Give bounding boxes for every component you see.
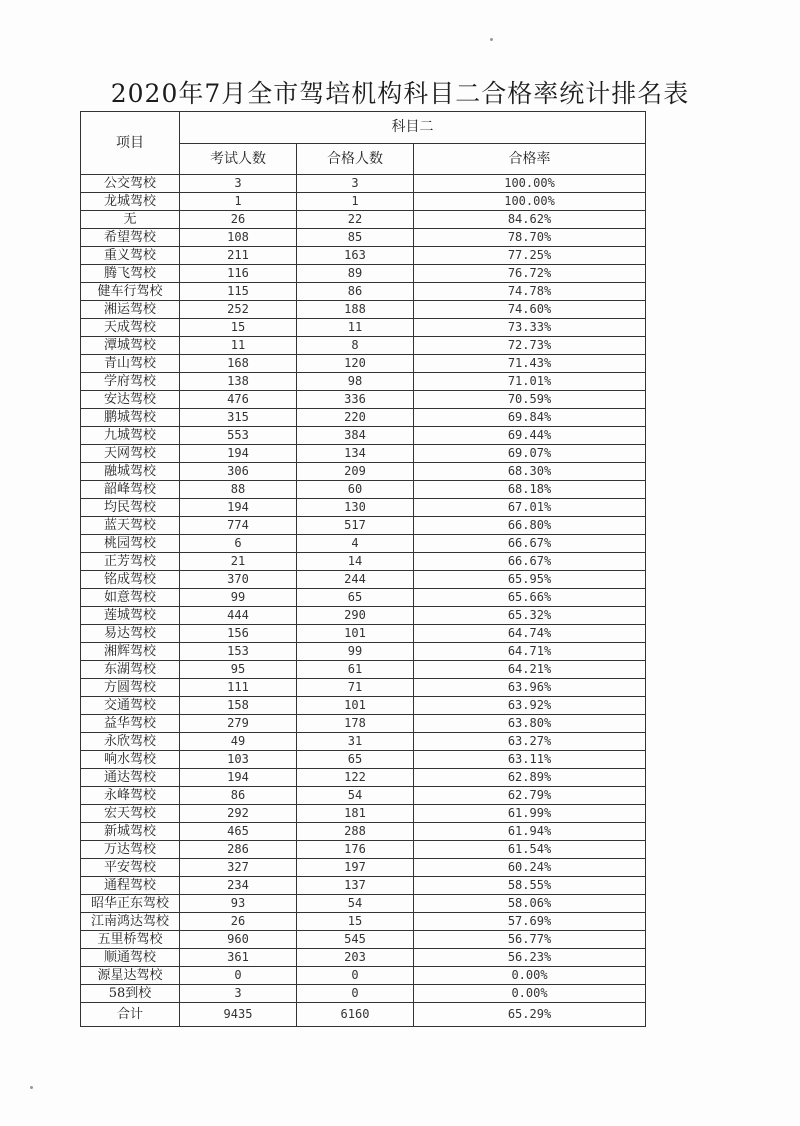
- school-name: 均民驾校: [81, 499, 180, 517]
- school-name: 天网驾校: [81, 445, 180, 463]
- pass-count: 545: [297, 931, 414, 949]
- pass-rate: 100.00%: [414, 193, 646, 211]
- paper-speck: [490, 38, 493, 41]
- pass-count: 65: [297, 589, 414, 607]
- table-row: [81, 985, 646, 1003]
- pass-rate: 63.11%: [414, 751, 646, 769]
- pass-rate: 65.95%: [414, 571, 646, 589]
- pass-count: 99: [297, 643, 414, 661]
- exam-count: 88: [180, 481, 297, 499]
- table-row: [81, 823, 646, 841]
- school-name: 湘辉驾校: [81, 643, 180, 661]
- table-row: [81, 859, 646, 877]
- pass-count: 197: [297, 859, 414, 877]
- pass-rate: 72.73%: [414, 337, 646, 355]
- school-name: 江南鸿达驾校: [81, 913, 180, 931]
- exam-count: 168: [180, 355, 297, 373]
- table-row: [81, 895, 646, 913]
- pass-rate: 62.89%: [414, 769, 646, 787]
- table-row: [81, 391, 646, 409]
- school-name: 天成驾校: [81, 319, 180, 337]
- school-name: 无: [81, 211, 180, 229]
- school-name: 源星达驾校: [81, 967, 180, 985]
- pass-rate: 68.30%: [414, 463, 646, 481]
- table-row: [81, 211, 646, 229]
- school-name: 潭城驾校: [81, 337, 180, 355]
- pass-count: 15: [297, 913, 414, 931]
- table-row: [81, 319, 646, 337]
- table-row: [81, 661, 646, 679]
- school-name: 腾飞驾校: [81, 265, 180, 283]
- pass-rate: 69.84%: [414, 409, 646, 427]
- school-name: 青山驾校: [81, 355, 180, 373]
- pass-rate: 0.00%: [414, 967, 646, 985]
- pass-count: 61: [297, 661, 414, 679]
- exam-count: 15: [180, 319, 297, 337]
- pass-rate: 58.55%: [414, 877, 646, 895]
- school-name: 鹏城驾校: [81, 409, 180, 427]
- pass-rate: 56.23%: [414, 949, 646, 967]
- pass-count: 22: [297, 211, 414, 229]
- total-pass: 6160: [297, 1003, 414, 1027]
- exam-count: 211: [180, 247, 297, 265]
- exam-count: 103: [180, 751, 297, 769]
- school-name: 重义驾校: [81, 247, 180, 265]
- pass-count: 0: [297, 985, 414, 1003]
- exam-count: 279: [180, 715, 297, 733]
- exam-count: 3: [180, 175, 297, 193]
- table-row: [81, 697, 646, 715]
- school-name: 通达驾校: [81, 769, 180, 787]
- school-name: 湘运驾校: [81, 301, 180, 319]
- school-name: 安达驾校: [81, 391, 180, 409]
- school-name: 通程驾校: [81, 877, 180, 895]
- header-subject-two: 科目二: [180, 112, 646, 144]
- school-name: 五里桥驾校: [81, 931, 180, 949]
- school-name: 益华驾校: [81, 715, 180, 733]
- table-row: [81, 427, 646, 445]
- school-name: 永欣驾校: [81, 733, 180, 751]
- table-row: [81, 589, 646, 607]
- pass-count: 31: [297, 733, 414, 751]
- exam-count: 95: [180, 661, 297, 679]
- pass-rate: 74.78%: [414, 283, 646, 301]
- pass-rate: 63.27%: [414, 733, 646, 751]
- total-label: 合计: [81, 1003, 180, 1027]
- pass-count: 101: [297, 697, 414, 715]
- exam-count: 306: [180, 463, 297, 481]
- exam-count: 156: [180, 625, 297, 643]
- pass-rate: 63.92%: [414, 697, 646, 715]
- pass-rate: 58.06%: [414, 895, 646, 913]
- pass-count: 130: [297, 499, 414, 517]
- exam-count: 444: [180, 607, 297, 625]
- school-name: 宏天驾校: [81, 805, 180, 823]
- exam-count: 476: [180, 391, 297, 409]
- pass-rate: 77.25%: [414, 247, 646, 265]
- exam-count: 26: [180, 211, 297, 229]
- pass-rate: 61.94%: [414, 823, 646, 841]
- school-name: 平安驾校: [81, 859, 180, 877]
- pass-count: 98: [297, 373, 414, 391]
- school-name: 公交驾校: [81, 175, 180, 193]
- total-exam: 9435: [180, 1003, 297, 1027]
- exam-count: 774: [180, 517, 297, 535]
- table-row: [81, 373, 646, 391]
- school-name: 万达驾校: [81, 841, 180, 859]
- exam-count: 1: [180, 193, 297, 211]
- table-row: [81, 535, 646, 553]
- exam-count: 465: [180, 823, 297, 841]
- table-row: [81, 481, 646, 499]
- pass-count: 120: [297, 355, 414, 373]
- exam-count: 153: [180, 643, 297, 661]
- table-row: [81, 787, 646, 805]
- table-row: [81, 607, 646, 625]
- pass-rate: 61.54%: [414, 841, 646, 859]
- table-row: [81, 841, 646, 859]
- school-name: 九城驾校: [81, 427, 180, 445]
- exam-count: 370: [180, 571, 297, 589]
- pass-rate: 0.00%: [414, 985, 646, 1003]
- table-row: [81, 733, 646, 751]
- exam-count: 194: [180, 769, 297, 787]
- pass-count: 11: [297, 319, 414, 337]
- pass-rate: 62.79%: [414, 787, 646, 805]
- school-name: 昭华正东驾校: [81, 895, 180, 913]
- pass-rate: 63.80%: [414, 715, 646, 733]
- pass-count: 384: [297, 427, 414, 445]
- table-row: [81, 283, 646, 301]
- header-pass-count: 合格人数: [297, 144, 414, 175]
- pass-count: 60: [297, 481, 414, 499]
- school-name: 希望驾校: [81, 229, 180, 247]
- exam-count: 194: [180, 445, 297, 463]
- pass-count: 244: [297, 571, 414, 589]
- pass-count: 163: [297, 247, 414, 265]
- school-name: 东湖驾校: [81, 661, 180, 679]
- table-row: [81, 445, 646, 463]
- exam-count: 327: [180, 859, 297, 877]
- pass-rate: 73.33%: [414, 319, 646, 337]
- pass-rate-table: [80, 111, 646, 1027]
- pass-count: 3: [297, 175, 414, 193]
- pass-count: 85: [297, 229, 414, 247]
- pass-count: 89: [297, 265, 414, 283]
- table-row: [81, 409, 646, 427]
- table-row: [81, 571, 646, 589]
- school-name: 健车行驾校: [81, 283, 180, 301]
- pass-rate: 66.67%: [414, 535, 646, 553]
- school-name: 如意驾校: [81, 589, 180, 607]
- exam-count: 252: [180, 301, 297, 319]
- pass-rate: 67.01%: [414, 499, 646, 517]
- exam-count: 553: [180, 427, 297, 445]
- header-item: 项目: [81, 112, 180, 175]
- pass-count: 517: [297, 517, 414, 535]
- pass-count: 336: [297, 391, 414, 409]
- exam-count: 6: [180, 535, 297, 553]
- exam-count: 108: [180, 229, 297, 247]
- table-row: [81, 355, 646, 373]
- page-title: 2020年7月全市驾培机构科目二合格率统计排名表: [110, 79, 690, 108]
- pass-count: 54: [297, 895, 414, 913]
- pass-count: 54: [297, 787, 414, 805]
- school-name: 桃园驾校: [81, 535, 180, 553]
- table-row: [81, 301, 646, 319]
- pass-rate: 63.96%: [414, 679, 646, 697]
- pass-count: 8: [297, 337, 414, 355]
- total-rate: 65.29%: [414, 1003, 646, 1027]
- table-row: [81, 679, 646, 697]
- table-row: [81, 805, 646, 823]
- pass-rate: 76.72%: [414, 265, 646, 283]
- pass-count: 134: [297, 445, 414, 463]
- school-name: 学府驾校: [81, 373, 180, 391]
- pass-count: 1: [297, 193, 414, 211]
- pass-count: 203: [297, 949, 414, 967]
- pass-rate: 69.07%: [414, 445, 646, 463]
- pass-count: 137: [297, 877, 414, 895]
- pass-count: 220: [297, 409, 414, 427]
- exam-count: 21: [180, 553, 297, 571]
- school-name: 融城驾校: [81, 463, 180, 481]
- table-row: [81, 175, 646, 193]
- pass-count: 290: [297, 607, 414, 625]
- pass-count: 14: [297, 553, 414, 571]
- pass-count: 4: [297, 535, 414, 553]
- exam-count: 234: [180, 877, 297, 895]
- header-pass-rate: 合格率: [414, 144, 646, 175]
- pass-rate: 71.43%: [414, 355, 646, 373]
- pass-rate: 56.77%: [414, 931, 646, 949]
- school-name: 铭成驾校: [81, 571, 180, 589]
- pass-count: 288: [297, 823, 414, 841]
- exam-count: 116: [180, 265, 297, 283]
- table-row: [81, 769, 646, 787]
- exam-count: 86: [180, 787, 297, 805]
- exam-count: 26: [180, 913, 297, 931]
- school-name: 58到校: [81, 985, 180, 1003]
- pass-count: 122: [297, 769, 414, 787]
- pass-rate: 57.69%: [414, 913, 646, 931]
- exam-count: 49: [180, 733, 297, 751]
- school-name: 方圆驾校: [81, 679, 180, 697]
- pass-count: 178: [297, 715, 414, 733]
- exam-count: 138: [180, 373, 297, 391]
- table-row: [81, 247, 646, 265]
- table-row: [81, 553, 646, 571]
- pass-rate: 66.80%: [414, 517, 646, 535]
- school-name: 龙城驾校: [81, 193, 180, 211]
- school-name: 顺通驾校: [81, 949, 180, 967]
- table-row: [81, 193, 646, 211]
- school-name: 交通驾校: [81, 697, 180, 715]
- pass-rate: 84.62%: [414, 211, 646, 229]
- exam-count: 111: [180, 679, 297, 697]
- header-exam-count: 考试人数: [180, 144, 297, 175]
- school-name: 新城驾校: [81, 823, 180, 841]
- pass-count: 101: [297, 625, 414, 643]
- pass-rate: 71.01%: [414, 373, 646, 391]
- pass-count: 176: [297, 841, 414, 859]
- school-name: 正芳驾校: [81, 553, 180, 571]
- pass-rate: 66.67%: [414, 553, 646, 571]
- school-name: 韶峰驾校: [81, 481, 180, 499]
- table-row: [81, 751, 646, 769]
- exam-count: 194: [180, 499, 297, 517]
- school-name: 莲城驾校: [81, 607, 180, 625]
- exam-count: 93: [180, 895, 297, 913]
- table-row: [81, 229, 646, 247]
- exam-count: 286: [180, 841, 297, 859]
- school-name: 蓝天驾校: [81, 517, 180, 535]
- table-row: [81, 625, 646, 643]
- table-row: [81, 877, 646, 895]
- pass-rate: 61.99%: [414, 805, 646, 823]
- exam-count: 115: [180, 283, 297, 301]
- pass-count: 0: [297, 967, 414, 985]
- exam-count: 99: [180, 589, 297, 607]
- exam-count: 0: [180, 967, 297, 985]
- exam-count: 292: [180, 805, 297, 823]
- pass-rate: 65.66%: [414, 589, 646, 607]
- pass-rate: 74.60%: [414, 301, 646, 319]
- exam-count: 361: [180, 949, 297, 967]
- pass-count: 188: [297, 301, 414, 319]
- table-row: [81, 337, 646, 355]
- pass-count: 71: [297, 679, 414, 697]
- exam-count: 11: [180, 337, 297, 355]
- pass-rate: 69.44%: [414, 427, 646, 445]
- pass-count: 181: [297, 805, 414, 823]
- exam-count: 3: [180, 985, 297, 1003]
- table-row: [81, 517, 646, 535]
- school-name: 永峰驾校: [81, 787, 180, 805]
- exam-count: 315: [180, 409, 297, 427]
- pass-rate: 65.32%: [414, 607, 646, 625]
- pass-rate: 78.70%: [414, 229, 646, 247]
- table-row: [81, 463, 646, 481]
- table-row: [81, 913, 646, 931]
- pass-count: 209: [297, 463, 414, 481]
- school-name: 易达驾校: [81, 625, 180, 643]
- exam-count: 960: [180, 931, 297, 949]
- pass-rate: 68.18%: [414, 481, 646, 499]
- pass-count: 65: [297, 751, 414, 769]
- pass-rate: 100.00%: [414, 175, 646, 193]
- table-row: [81, 949, 646, 967]
- total-row: [81, 1003, 646, 1027]
- table-row: [81, 967, 646, 985]
- pass-rate: 64.21%: [414, 661, 646, 679]
- school-name: 响水驾校: [81, 751, 180, 769]
- pass-rate: 70.59%: [414, 391, 646, 409]
- pass-rate: 64.74%: [414, 625, 646, 643]
- pass-rate: 64.71%: [414, 643, 646, 661]
- paper-speck: [30, 1086, 33, 1089]
- table-row: [81, 715, 646, 733]
- table-row: [81, 931, 646, 949]
- table-row: [81, 643, 646, 661]
- pass-rate: 60.24%: [414, 859, 646, 877]
- pass-count: 86: [297, 283, 414, 301]
- exam-count: 158: [180, 697, 297, 715]
- table-row: [81, 265, 646, 283]
- table-row: [81, 499, 646, 517]
